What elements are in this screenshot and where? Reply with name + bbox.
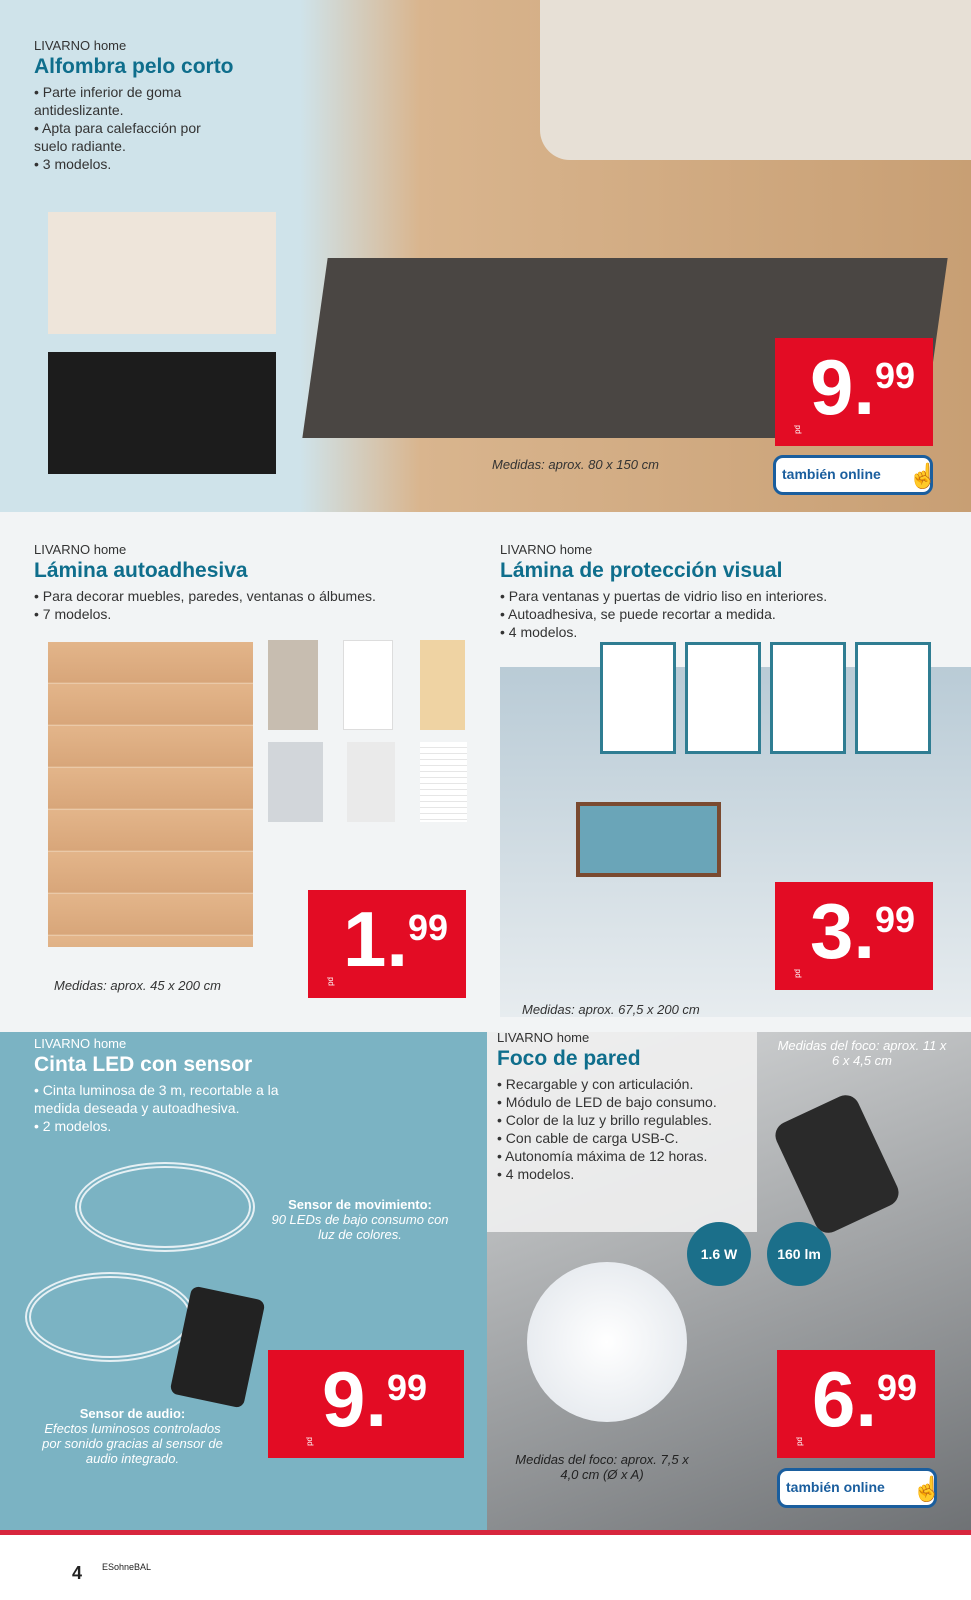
swatch [347,742,395,822]
bullet: • Recargable y con articulación. [497,1075,762,1093]
wall-light-image [771,1091,903,1238]
window-image [576,802,721,877]
led-coil-image [25,1272,195,1362]
rug-section [0,0,971,512]
brand: LIVARNO home [34,542,127,557]
bullet: • Para ventanas y puertas de vidrio liso en interiores. [500,587,827,605]
product-title: Lámina autoadhesiva [34,559,248,582]
product-title: Cinta LED con sensor [34,1053,253,1076]
swatch [420,742,467,822]
product-title: Alfombra pelo corto [34,55,234,78]
brand: LIVARNO home [497,1030,590,1045]
bullet: • Color de la luz y brillo regulables. [497,1111,762,1129]
privacy-film-section [490,512,971,1032]
bullet: • 2 modelos. [34,1117,314,1135]
hand-pointer-icon: ☝ [912,1476,942,1503]
product-title: Lámina de protección visual [500,559,783,582]
bullet: • Apta para calefacción por suelo radiante. [34,119,234,155]
film-model [685,642,761,754]
bullet: • Parte inferior de goma antideslizante. [34,83,234,119]
online-button[interactable]: también online ☝ [773,455,933,495]
motion-sensor-text: 90 LEDs de bajo consumo con luz de colores. [271,1212,449,1242]
brand: LIVARNO home [34,38,127,53]
bullet: • 4 modelos. [500,623,827,641]
product-title: Foco de pared [497,1047,641,1070]
measurements: Medidas: aprox. 67,5 x 200 cm [522,1002,700,1017]
film-model [855,642,931,754]
page-number: 4 [72,1563,83,1583]
page-code: ESohneBAL [102,1562,152,1572]
rug-swatch-beige [48,212,276,334]
price-tag: pd 6 . 99 [777,1350,935,1458]
film-model [600,642,676,754]
bullet: • Autoadhesiva, se puede recortar a medida. [500,605,827,623]
motion-sensor-title: Sensor de movimiento: [288,1197,432,1212]
swatch [420,640,465,730]
wood-roll-image [48,642,253,947]
bullet: • Módulo de LED de bajo consumo. [497,1093,762,1111]
online-button[interactable]: también online ☝ [777,1468,937,1508]
swatch [268,742,323,822]
bullet: • Autonomía máxima de 12 horas. [497,1147,762,1165]
bullet: • 7 modelos. [34,605,376,623]
bullet: • 3 modelos. [34,155,234,173]
price-tag: pd 9 . 99 [775,338,933,446]
bullet: • 4 modelos. [497,1165,762,1183]
red-divider [0,1530,971,1535]
price-tag: pd 3 . 99 [775,882,933,990]
swatch [268,640,318,730]
measurements: Medidas: aprox. 45 x 200 cm [54,978,221,993]
rug-swatch-black [48,352,276,474]
brand: LIVARNO home [34,1036,127,1051]
wattage-badge: 1.6 W [687,1222,751,1286]
price-tag: pd 9 . 99 [268,1350,464,1458]
measurements-top: Medidas del foco: aprox. 11 x 6 x 4,5 cm [777,1038,947,1068]
measurements-bottom: Medidas del foco: aprox. 7,5 x 4,0 cm (Ø x A) [515,1452,689,1482]
hand-pointer-icon: ☝ [908,463,938,490]
film-model [770,642,846,754]
measurements: Medidas: aprox. 80 x 150 cm [492,457,659,472]
audio-sensor-title: Sensor de audio: [79,1406,186,1421]
led-coil-image [75,1162,255,1252]
lumen-badge: 160 lm [767,1222,831,1286]
sofa-image [540,0,971,160]
brand: LIVARNO home [500,542,593,557]
round-light-image [527,1262,687,1422]
bullet: • Para decorar muebles, paredes, ventanas o álbumes. [34,587,376,605]
swatch [343,640,393,730]
bullet: • Cinta luminosa de 3 m, recortable a la medida deseada y autoadhesiva. [34,1081,314,1117]
price-tag: pd 1 . 99 [308,890,466,998]
adhesive-sheet-section [0,512,490,1032]
led-strip-section [0,1032,487,1530]
wall-light-section [487,1032,971,1530]
bullet: • Con cable de carga USB-C. [497,1129,762,1147]
audio-sensor-text: Efectos luminosos controlados por sonido gracias al sensor de audio integrado. [42,1421,223,1466]
